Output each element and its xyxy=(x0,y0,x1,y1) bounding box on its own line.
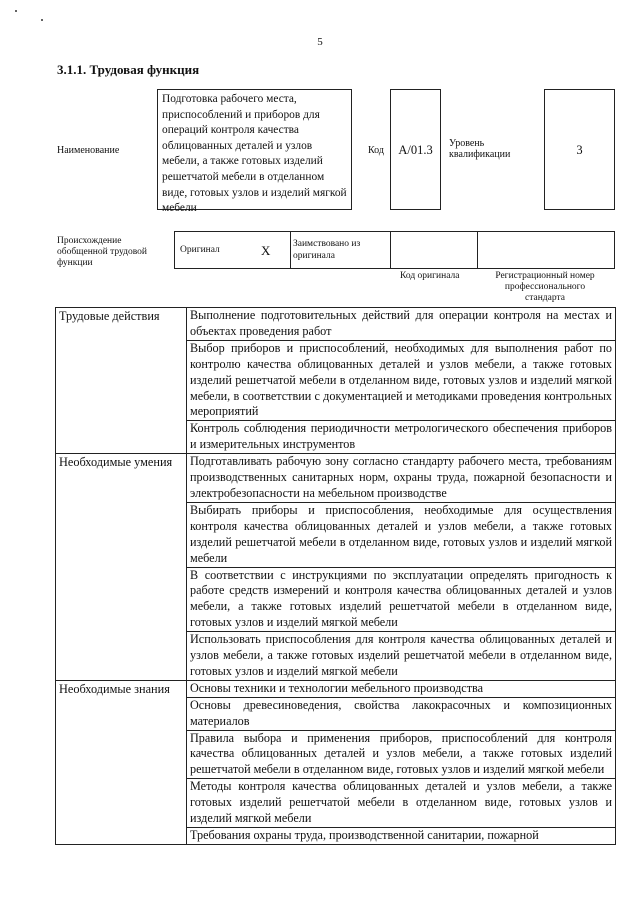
scan-speck xyxy=(41,19,43,21)
item-cell: Выбор приборов и приспособлений, необходимых для выполнения работ по контролю качества облицованных деталей и узлов мебели, а также готовых изделий решетчатой мебели в отделанном виде, готовых узлов и изделий мягкой мебели, в соответствии с документацией и методиками проведения контрольных мероприятий xyxy=(187,340,616,421)
origin-label: Происхождение обобщенной трудовой функции xyxy=(57,236,147,268)
level-box xyxy=(544,89,615,210)
borrowed-label: Заимствовано из оригинала xyxy=(293,239,361,261)
page-number: 5 xyxy=(317,36,323,48)
code-label: Код xyxy=(368,145,384,156)
category-cell: Трудовые действия xyxy=(56,308,187,454)
item-cell: Выбирать приборы и приспособления, необходимые для осуществления контроля качества облицованных деталей и узлов мебели, а также готовых изделий решетчатой мебели в отделанном виде, готовых узлов и изделий мягкой мебели xyxy=(187,502,616,567)
origin-divider xyxy=(390,232,391,268)
item-cell: Выполнение подготовительных действий для операции контроля на местах и объектах проведения работ xyxy=(187,308,616,341)
level-label: Уровень квалификации xyxy=(449,138,511,160)
origin-divider xyxy=(290,232,291,268)
code-original-caption: Код оригинала xyxy=(400,271,460,281)
code-value: A/01.3 xyxy=(398,143,433,157)
origin-box xyxy=(174,231,615,269)
original-label: Оригинал xyxy=(180,245,220,255)
original-mark: X xyxy=(261,243,271,258)
item-cell: Требования охраны труда, производственной санитарии, пожарной xyxy=(187,828,616,845)
item-cell: В соответствии с инструкциями по эксплуатации определять пригодность к работе средств измерений и контроля качества облицованных деталей и узлов мебели, а также готовых изделий решетчатой мебели в отделанном виде, готовых узлов и изделий мягкой мебели xyxy=(187,567,616,632)
name-box xyxy=(157,89,352,215)
function-table xyxy=(55,307,616,845)
item-cell: Правила выбора и применения приборов, приспособлений для контроля качества облицованных деталей и узлов мебели, а также готовых изделий решетчатой мебели в отделанном виде, готовых узлов и изделий мягкой мебели xyxy=(187,730,616,779)
item-cell: Методы контроля качества облицованных деталей и узлов мебели, а также готовых изделий решетчатой мебели в отделанном виде, готовых узлов и изделий мягкой мебели xyxy=(187,779,616,828)
code-box xyxy=(390,89,441,210)
item-cell: Подготавливать рабочую зону согласно стандарту рабочего места, требованиям производственных санитарных норм, охраны труда, пожарной безопасности и электробезопасности на мебельном производстве xyxy=(187,454,616,503)
reg-number-caption: Регистрационный номер профессионального стандарта xyxy=(495,271,595,303)
section-heading: 3.1.1. Трудовая функция xyxy=(57,62,200,77)
table-row xyxy=(56,308,616,341)
category-cell: Необходимые знания xyxy=(56,680,187,844)
category-cell: Необходимые умения xyxy=(56,454,187,681)
table-row xyxy=(56,680,616,697)
name-label: Наименование xyxy=(57,145,120,156)
table-row xyxy=(56,454,616,503)
item-cell: Контроль соблюдения периодичности метрологического обеспечения приборов и измерительных инструментов xyxy=(187,421,616,454)
scan-speck xyxy=(15,10,17,12)
item-cell: Основы древесиноведения, свойства лакокрасочных и композиционных материалов xyxy=(187,697,616,730)
name-value: Подготовка рабочего места, приспособлений и приборов для операций контроля качества облицованных деталей и узлов мебели, а также готовых изделий решетчатой мебели в отделанном виде, готовых узлов и изделий мягкой мебели xyxy=(162,93,347,215)
item-cell: Использовать приспособления для контроля качества облицованных деталей и узлов мебели, а также готовых изделий решетчатой мебели в отделанном виде, готовых узлов и изделий мягкой мебели xyxy=(187,632,616,681)
item-cell: Основы техники и технологии мебельного производства xyxy=(187,680,616,697)
origin-divider xyxy=(477,232,478,268)
level-value: 3 xyxy=(576,143,583,157)
